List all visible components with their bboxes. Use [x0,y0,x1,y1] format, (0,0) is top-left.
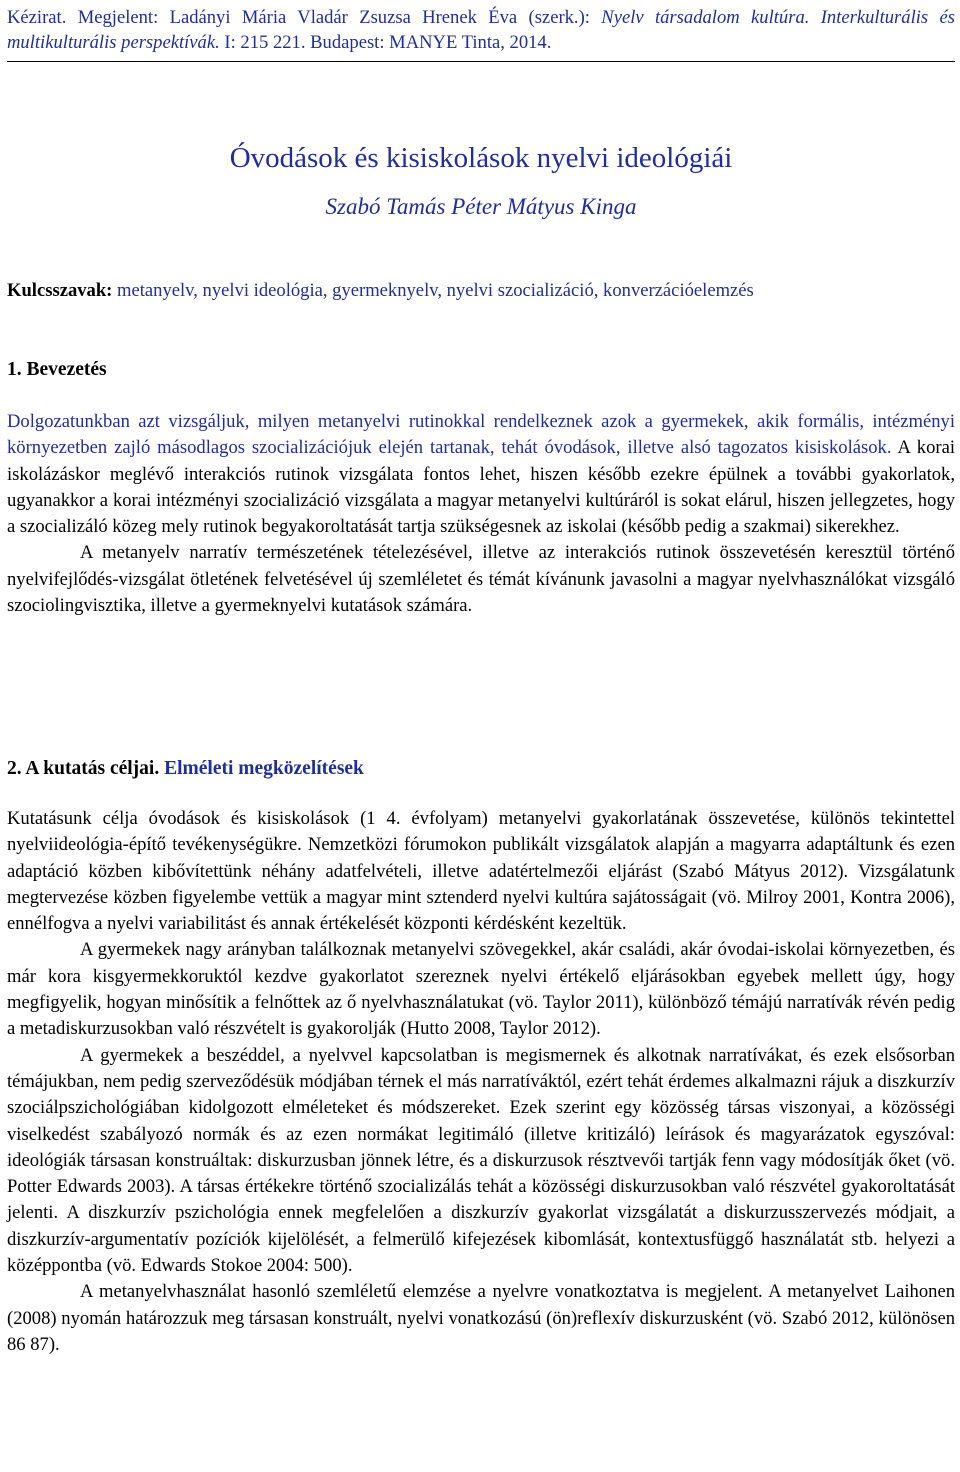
keywords-text: metanyelv, nyelvi ideológia, gyermeknyelv, nyelvi szocializáció, konverzációelemzés [112,280,754,301]
header-rule [7,61,955,62]
section-body-aims [7,806,955,1358]
section-heading-aims [7,756,364,782]
paragraph: A metanyelv narratív természetének tételezésével, illetve az interakciós rutinok összevetésén keresztül történő nyelvifejlődés-vizsgálat ötletének felvetésével új szemléletet és témát kívánunk javasolni a magyar nyelvhasználókat vizsgáló szociolingvisztika, illetve a gyermeknyelvi kutatások számára. [7,542,955,617]
book-title: Nyelv társadalom kultúra. Interkulturális és multikulturális perspektívák. [7,7,955,53]
paragraph-sentence: A korai iskolázáskor meglévő interakciós rutinok vizsgálata fontos lehet, hiszen később ezekre épülnek a további gyakorlatok, ugyanakkor a korai intézményi szocializáció vizsgálata a magyar metanyelvi kultúráról is sokat elárul, hiszen jellegzetes, hogy a szocializáló közeg mely rutinok begyakoroltatását tartja szükségesnek az iskolai (később pedig a szakmai) sikerekhez. [7,437,955,538]
document-page [7,0,955,1355]
paragraph: A gyermekek nagy arányban találkoznak metanyelvi szövegekkel, akár családi, akár óvodai-iskolai környezetben, és már kora kisgyermekkoruktól kezdve gyakorlatot szereznek nyelvi értékelő eljárásokban egyebek mellett úgy, hogy megfigyelik, hogyan minősítik a felnőttek az ő nyelvhasználatukat (vö. Taylor 2011), különböző témájú narratívák révén pedig a metadiskurzusokban való részvételt is gyakorolják (Hutto 2008, Taylor 2012). [7,939,955,1040]
paragraph: A metanyelvhasználat hasonló szemléletű elemzése a nyelvre vonatkoztatva is megjelent. A metanyelvet Laihonen (2008) nyomán határozzuk meg társasan konstruált, nyelvi vonatkozású (ön)reflexív diskurzusként (vö. Szabó 2012, különösen 86 87). [7,1281,955,1355]
keywords [7,278,955,303]
section-body-introduction [7,409,955,619]
paper-authors: Szabó Tamás Péter Mátyus Kinga [325,194,637,219]
keywords-label: Kulcsszavak: [7,280,113,301]
paragraph: Kutatásunk célja óvodások és kisiskolások (1 4. évfolyam) metanyelvi gyakorlatának összevetése, különös tekintettel nyelviideológia-építő tevékenységükre. Nemzetközi fórumokon publikált vizsgálatok alapján a magyarra adaptáltunk és ezen adaptáció közben kibővítettünk néhány adatfelvételi, illetve adatértelmezői eljárást (Szabó Mátyus 2012). Vizsgálatunk megtervezése közben figyelembe vettük a magyar mint sztenderd nyelvi kultúra sajátosságait (vö. Milroy 2001, Kontra 2006), ennélfogva a nyelvi variabilitást és annak értékelését központi kérdésként kezeltük. [7,808,955,935]
section-heading-aims-part2: Elméleti megközelítések [159,758,364,779]
section-heading-introduction: 1. Bevezetés [7,359,107,380]
paragraph [7,409,955,540]
paper-title: Óvodások és kisiskolások nyelvi ideológiái [229,142,733,174]
section-heading-aims-part1: 2. A kutatás céljai. [7,758,160,779]
publication-note [7,0,955,55]
publication-note-prefix: Kézirat. Megjelent: Ladányi Mária Vladár Zsuzsa Hrenek Éva (szerk.): [7,7,602,28]
paragraph-sentence: Dolgozatunkban azt vizsgáljuk, milyen metanyelvi rutinokkal rendelkeznek azok a gyermekek, akik formális, intézményi környezetben zajló másodlagos szocializációjuk elején tartanak, tehát óvodások, illetve alsó tagozatos kisiskolások. [7,411,955,459]
paragraph: A gyermekek a beszéddel, a nyelvvel kapcsolatban is megismernek és alkotnak narratívákat, és ezek elsősorban témájukban, nem pedig szerveződésük módjában térnek el más narratíváktól, ezért tehát érdemes alkalmazni rájuk a diszkurzív szociálpszichológiában kidolgozott elméleteket és módszereket. Ezek szerint egy közösség társas viszonyai, a közösségi viselkedést szabályozó normák és az ezen normákat legitimáló (illetve kritizáló) leírások és magyarázatok egyszóval: ideológiák társasan konstruáltak: diskurzusban jönnek létre, és a diskurzusok résztvevői tartják fenn vagy módosítják őket (vö. Potter Edwards 2003). A társas értékekre történő szocializálás tehát a közösségi diskurzusokban való részvétel gyakoroltatását jelenti. A diszkurzív pszichológia ennek megfelelően a diszkurzív gyakorlat vizsgálatát a diskurzusszervezés módjait, a diszkurzív-argumentatív pozíciók kijelölését, a felmerülő kifejezések kibomlását, kontextusfüggő használatát stb. helyezi a középpontba (vö. Edwards Stokoe 2004: 500). [7,1044,955,1277]
publication-note-suffix: I: 215 221. Budapest: MANYE Tinta, 2014. [219,32,552,53]
